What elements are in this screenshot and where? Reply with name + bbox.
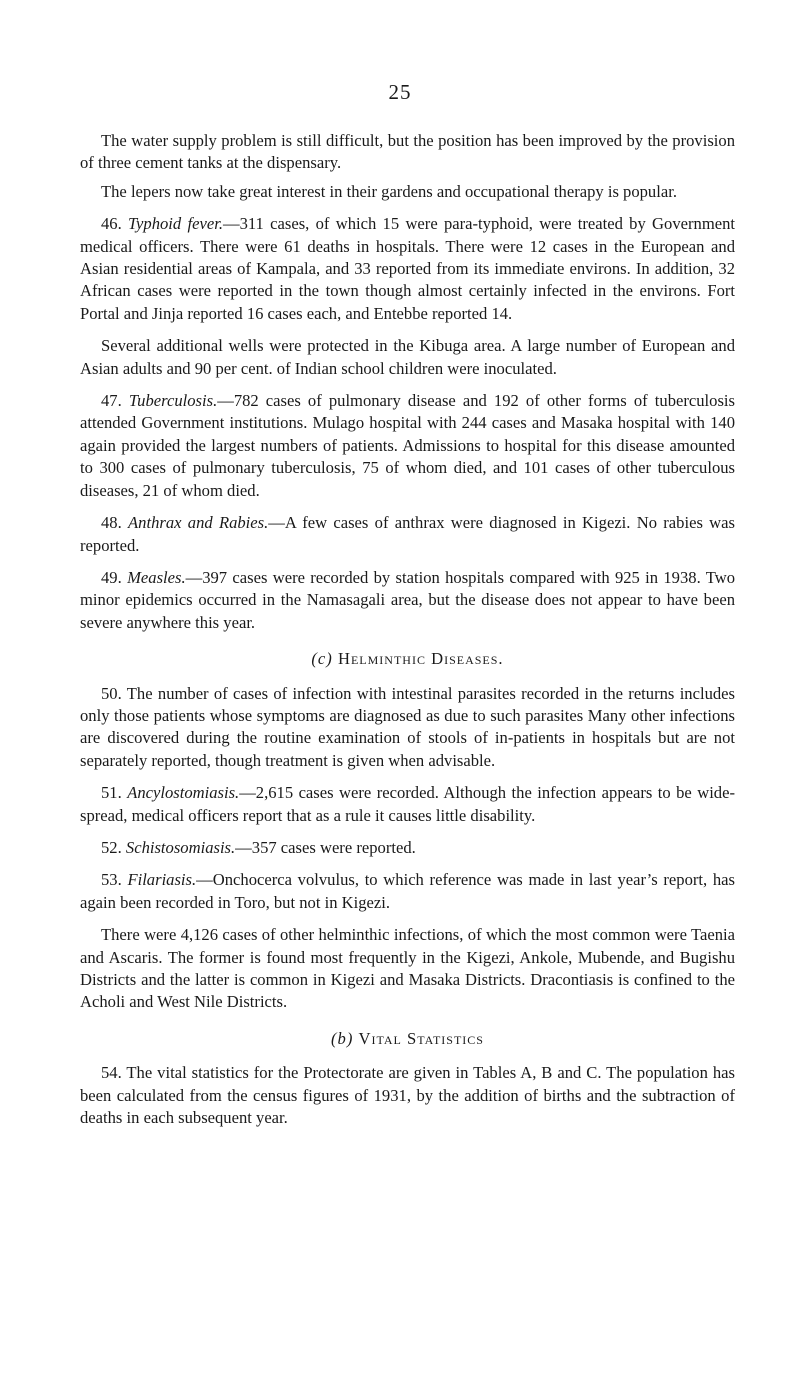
section-heading-vital-statistics: [80, 1028, 735, 1050]
paragraph-number: 50.: [101, 683, 122, 703]
paragraph-52-schistosomiasis: [80, 837, 735, 859]
section-heading-helminthic: [80, 648, 735, 670]
paragraph-text: —Onchocerca volvulus, to which reference was made in last year’s report, has again been recorded in Toro, but not in Kigezi.: [80, 870, 735, 912]
paragraph-number: 46.: [101, 214, 122, 234]
paragraph-46-typhoid: [80, 213, 735, 325]
paragraph-number: 49.: [101, 567, 122, 587]
paragraph-53-filariasis: [80, 869, 735, 914]
section-letter: (b): [331, 1028, 354, 1048]
paragraph-number: 53.: [101, 870, 122, 890]
paragraph-number: 47.: [101, 391, 122, 411]
paragraph-number: 52.: [101, 837, 122, 857]
paragraph-text: —2,615 cases were recorded. Although the infection appears to be wide-spread, medical officers report that as a rule it causes little disability.: [80, 783, 735, 825]
paragraph-text: —397 cases were recorded by station hospitals compared with 925 in 1938. Two minor epidemics occurred in the Namasagali area, but the disease does not appear to have been severe anywhere this year.: [80, 567, 735, 632]
paragraph-lead: Ancylostomiasis.: [127, 783, 240, 803]
section-title: Vital Statistics: [358, 1028, 484, 1048]
paragraph-lead: Anthrax and Rabies.: [128, 513, 269, 533]
paragraph-number: 51.: [101, 783, 122, 803]
paragraph-lead: Typhoid fever.: [128, 214, 223, 234]
paragraph-text: There were 4,126 cases of other helminthic infections, of which the most common were Taenia and Ascaris. The former is found most frequently in the Kigezi, Ankole, Mubende, and Bugishu Districts and the latter is common in Kigezi and Masaka Districts. Dracontiasis is confined to the Acholi and West Nile Districts.: [80, 925, 735, 1012]
page-number: 25: [388, 80, 412, 104]
paragraph-47-tuberculosis: [80, 390, 735, 502]
paragraph-text: The lepers now take great interest in their gardens and occupational therapy is popular.: [101, 181, 677, 201]
paragraph-text: —357 cases were reported.: [235, 837, 416, 857]
paragraph-text: The vital statistics for the Protectorate are given in Tables A, B and C. The population has been calculated from the census figures of 1931, by the addition of births and the subtraction of deaths in each subsequent year.: [80, 1063, 735, 1128]
paragraph-lepers: [80, 181, 735, 203]
paragraph-number: 54.: [101, 1063, 122, 1083]
paragraph-48-anthrax: [80, 512, 735, 557]
paragraph-number: 48.: [101, 513, 122, 533]
page-body: [80, 130, 735, 1139]
paragraph-lead: Measles.: [127, 567, 186, 587]
paragraph-lead: Filariasis.: [127, 870, 197, 890]
paragraph-text: —311 cases, of which 15 were para-typhoid, were treated by Government medical officers. There were 61 deaths in hospitals. There were 12 cases in the European and Asian residential areas of Kampala, and 33 reported from its immediate environs. In addition, 32 African cases were reported in the town though almost certainly infected in the environs. Fort Portal and Jinja reported 16 cases each, and Entebbe reported 14.: [80, 214, 735, 323]
section-title: Helminthic Diseases.: [337, 649, 504, 669]
paragraph-lead: Tuberculosis.: [128, 391, 218, 411]
paragraph-text: The water supply problem is still difficult, but the position has been improved by the provision of three cement tanks at the dispensary.: [80, 131, 735, 173]
paragraph-lead: Schistosomiasis.: [125, 837, 236, 857]
paragraph-other-helminthic: [80, 924, 735, 1014]
paragraph-50-intestinal: [80, 683, 735, 773]
paragraph-54-vital-statistics: [80, 1062, 735, 1129]
paragraph-wells: [80, 335, 735, 380]
paragraph-49-measles: [80, 567, 735, 634]
paragraph-51-ancylostomiasis: [80, 782, 735, 827]
paragraph-text: The number of cases of infection with intestinal parasites recorded in the returns includes only those patients whose symptoms are diagnosed as due to such parasites Many other infections are discovered during the routine examination of stools of in-patients in hospitals but are not separately reported, though treatment is given when advisable.: [80, 683, 735, 770]
paragraph-text: Several additional wells were protected in the Kibuga area. A large number of European and Asian adults and 90 per cent. of Indian school children were inoculated.: [80, 336, 735, 378]
section-letter: (c): [311, 649, 333, 669]
paragraph-text: —782 cases of pulmonary disease and 192 of other forms of tuberculosis attended Government institutions. Mulago hospital with 244 cases and Masaka hospital with 140 again provided the largest numbers of patients. Admissions to hospital for this disease amounted to 300 cases of pulmonary tuberculosis, 75 of whom died, and 101 cases of other tuberculous diseases, 21 of whom died.: [80, 391, 735, 500]
paragraph-text: —A few cases of anthrax were diagnosed in Kigezi. No rabies was reported.: [80, 513, 735, 555]
paragraph-water-supply: [80, 130, 735, 175]
